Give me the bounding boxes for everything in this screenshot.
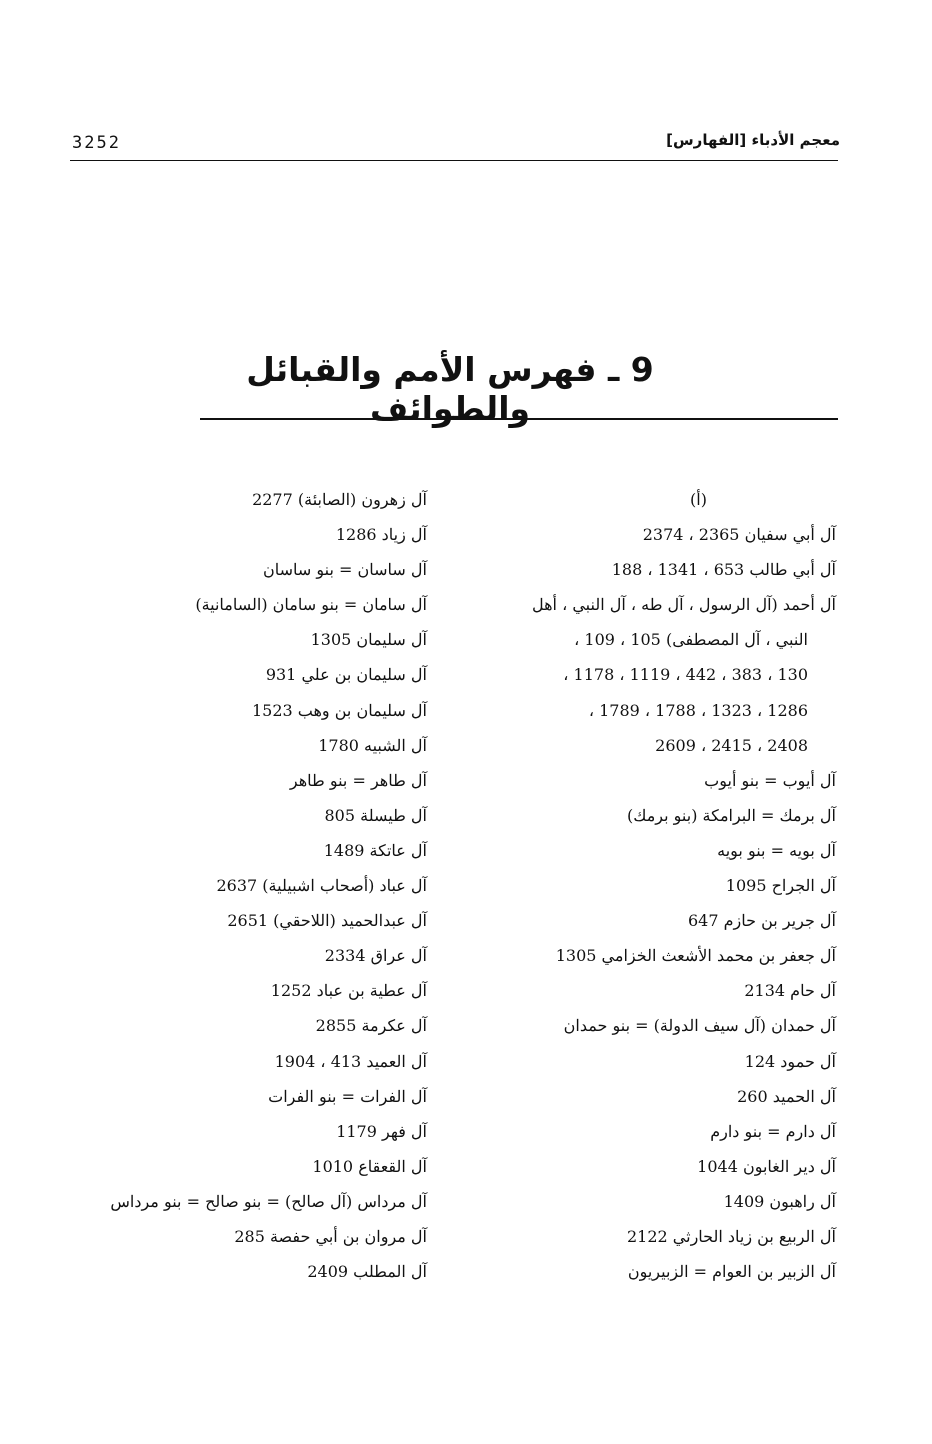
index-entry: آل عبدالحميد (اللاحقي) 2651 xyxy=(227,911,427,931)
index-entry: آل المطلب 2409 xyxy=(307,1262,427,1282)
index-entry-continuation: النبي ، آل المصطفى) 105 ، 109 ، xyxy=(574,630,808,650)
index-entry: آل دير الغابون 1044 xyxy=(697,1156,836,1176)
index-entry: آل سليمان بن وهب 1523 xyxy=(251,700,427,720)
index-entry: آل عكرمة 2855 xyxy=(315,1016,427,1036)
index-entry: آل طيسلة 805 xyxy=(324,805,427,825)
index-entry-continuation: 1286 ، 1323 ، 1788 ، 1789 ، xyxy=(588,700,808,720)
index-entry: آل عطية بن عباد 1252 xyxy=(270,981,427,1001)
index-entry: آل ساسان = بنو ساسان xyxy=(263,560,427,580)
index-entry: آل الشبيه 1780 xyxy=(318,735,427,755)
index-entry: آل عاتكة 1489 xyxy=(323,840,427,860)
header-rule xyxy=(70,160,838,161)
index-entry-continuation: 2408 ، 2415 ، 2609 xyxy=(655,735,808,755)
index-entry: آل أحمد (آل الرسول ، آل طه ، آل النبي ، أهل xyxy=(531,595,836,615)
index-entry: آل فهر 1179 xyxy=(336,1121,427,1141)
index-column-left xyxy=(2,482,427,1289)
index-entry: آل الربيع بن زياد الحارثي 2122 xyxy=(626,1226,836,1246)
index-entry: آل طاهر = بنو طاهر xyxy=(289,770,427,790)
index-entry: آل زهرون (الصابئة) 2277 xyxy=(252,490,427,509)
index-column-right xyxy=(466,482,836,1289)
running-header-title: معجم الأدباء [الفهارس] xyxy=(666,131,840,149)
index-entry: آل سليمان 1305 xyxy=(310,630,427,650)
index-entry: آل الزبير بن العوام = الزبيريون xyxy=(627,1262,836,1282)
index-entry: آل سامان = بنو سامان (السامانية) xyxy=(195,595,427,615)
index-entry: آل برمك = البرامكة (بنو برمك) xyxy=(626,805,836,825)
index-entry: آل سليمان بن علي 931 xyxy=(265,665,427,685)
index-entry: آل مروان بن أبي حفصة 285 xyxy=(234,1226,427,1246)
index-entry: آل عباد (أصحاب اشبيلية) 2637 xyxy=(216,876,427,896)
index-entry-continuation: 130 ، 383 ، 442 ، 1119 ، 1178 ، xyxy=(563,665,808,685)
index-entry: آل الجراح 1095 xyxy=(725,876,836,896)
page-number: 3252 xyxy=(72,133,121,153)
index-entry: آل حمود 124 xyxy=(744,1051,836,1071)
index-entry: آل بويه = بنو بويه xyxy=(717,840,836,860)
index-entry: آل راهبون 1409 xyxy=(723,1191,836,1211)
index-entry: آل عراق 2334 xyxy=(324,946,427,966)
index-entry: آل الفرات = بنو الفرات xyxy=(268,1086,427,1106)
index-entry: آل دارم = بنو دارم xyxy=(710,1121,836,1141)
index-entry: آل أبي طالب 653 ، 1341 ، 188 xyxy=(611,560,836,580)
index-entry: آل جعفر بن محمد الأشعث الخزامي 1305 xyxy=(555,946,836,966)
index-entry: آل زياد 1286 xyxy=(335,525,427,545)
index-entry: آل القعقاع 1010 xyxy=(312,1156,427,1176)
index-entry: آل أيوب = بنو أيوب xyxy=(704,770,836,790)
index-entry: آل أبي سفيان 2365 ، 2374 xyxy=(642,525,836,545)
letter-heading: (أ) xyxy=(690,490,707,509)
index-entry: آل حمدان (آل سيف الدولة) = بنو حمدان xyxy=(563,1016,836,1036)
section-title: 9 ـ فهرس الأمم والقبائل والطوائف xyxy=(246,350,654,428)
index-entry: آل مرداس (آل صالح) = بنو صالح = بنو مرداس xyxy=(110,1191,427,1211)
title-rule xyxy=(200,418,838,420)
index-entry: آل الحميد 260 xyxy=(737,1086,836,1106)
index-entry: آل جرير بن حازم 647 xyxy=(688,911,836,931)
index-entry: آل العميد 413 ، 1904 xyxy=(274,1051,427,1071)
index-entry: آل حام 2134 xyxy=(744,981,836,1001)
